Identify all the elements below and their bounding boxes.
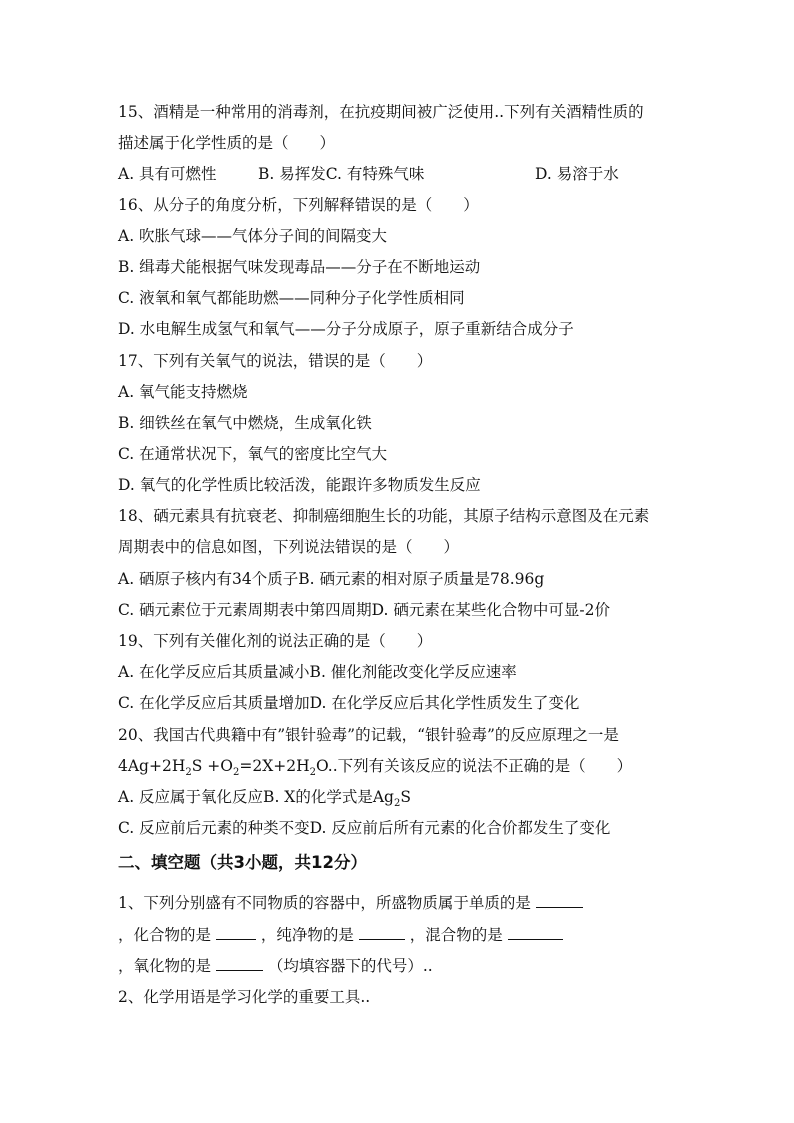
section-heading: 二、填空题（共3小题，共12分） [118, 853, 367, 872]
q15-options [118, 164, 619, 184]
q17-option-d: D. 氧气的化学性质比较活泼，能跟许多物质发生反应 [118, 476, 481, 494]
q18-stem-line1: 18、硒元素具有抗衰老、抑制癌细胞生长的功能，其原子结构示意图及在元素 [118, 507, 650, 525]
fill1-line2 [118, 924, 563, 945]
fill1-line3 [118, 955, 433, 976]
q15-option-bc: B. 易挥发C. 有特殊气味 [258, 165, 425, 183]
answer-blank-compound[interactable] [216, 924, 256, 940]
equation-text: 4Ag+2H [118, 757, 186, 775]
q16-option-a: A. 吹胀气球——气体分子间的间隔变大 [118, 227, 388, 245]
subscript: 2 [393, 798, 401, 810]
subscript: 2 [232, 767, 240, 779]
option-text: S [400, 788, 411, 806]
answer-blank-pure[interactable] [359, 924, 405, 940]
q18-stem-line2: 周期表中的信息如图，下列说法错误的是（ ） [118, 538, 460, 556]
q20-stem-line1: 20、我国古代典籍中有”银针验毒”的记载，“银针验毒”的反应原理之一是 [118, 726, 619, 744]
q15-stem-line1: 15、酒精是一种常用的消毒剂，在抗疫期间被广泛使用..下列有关酒精性质的 [118, 103, 644, 121]
fill1-text: （均填容器下的代号）.. [262, 957, 433, 975]
q17-stem: 17、下列有关氧气的说法，错误的是（ ） [118, 352, 433, 370]
fill1-text: ，混合物的是 [404, 926, 508, 944]
q20-options-ab [118, 787, 411, 810]
equation-text: O..下列有关该反应的说法不正确的是（ ） [315, 757, 633, 775]
fill1-text: ，纯净物的是 [255, 926, 359, 944]
q18-options-cd: C. 硒元素位于元素周期表中第四周期D. 硒元素在某些化合物中可显-2价 [118, 601, 610, 619]
q16-option-d: D. 水电解生成氢气和氧气——分子分成原子，原子重新结合成分子 [118, 320, 574, 338]
q16-option-b: B. 缉毒犬能根据气味发现毒品——分子在不断地运动 [118, 258, 481, 276]
equation-text: =2X+2H [239, 757, 310, 775]
q17-option-c: C. 在通常状况下，氧气的密度比空气大 [118, 445, 388, 463]
q17-option-a: A. 氧气能支持燃烧 [118, 383, 248, 401]
fill2-line1: 2、化学用语是学习化学的重要工具.. [118, 988, 371, 1006]
fill1-text: ，氧化物的是 [118, 957, 216, 975]
subscript: 2 [185, 767, 192, 779]
q16-option-c: C. 液氧和氧气都能助燃——同种分子化学性质相同 [118, 289, 465, 307]
answer-blank-mixture[interactable] [508, 924, 563, 940]
fill1-text: 1、下列分别盛有不同物质的容器中，所盛物质属于单质的是 [118, 894, 536, 912]
q18-options-ab: A. 硒原子核内有34个质子B. 硒元素的相对原子质量是78.96g [118, 570, 545, 588]
equation-text: S +O [191, 757, 233, 775]
q19-options-cd: C. 在化学反应后其质量增加D. 在化学反应后其化学性质发生了变化 [118, 694, 580, 712]
answer-blank-element[interactable] [536, 892, 583, 908]
q16-stem: 16、从分子的角度分析，下列解释错误的是（ ） [118, 196, 479, 214]
q15-option-a: A. 具有可燃性 [118, 165, 217, 183]
q19-stem: 19、下列有关催化剂的说法正确的是（ ） [118, 632, 433, 650]
q17-option-b: B. 细铁丝在氧气中燃烧，生成氧化铁 [118, 414, 372, 432]
fill1-text: ，化合物的是 [118, 926, 216, 944]
answer-blank-oxide[interactable] [216, 955, 263, 971]
q20-options-cd: C. 反应前后元素的种类不变D. 反应前后所有元素的化合价都发生了变化 [118, 819, 611, 837]
q15-option-d: D. 易溶于水 [535, 165, 619, 183]
q20-equation-line [118, 756, 633, 779]
subscript: 2 [309, 767, 316, 779]
option-text: A. 反应属于氧化反应B. X的化学式是Ag [118, 788, 394, 806]
q15-stem-line2: 描述属于化学性质的是（ ） [118, 134, 336, 152]
fill1-line1 [118, 892, 583, 913]
q19-options-ab: A. 在化学反应后其质量减小B. 催化剂能改变化学反应速率 [118, 663, 517, 681]
